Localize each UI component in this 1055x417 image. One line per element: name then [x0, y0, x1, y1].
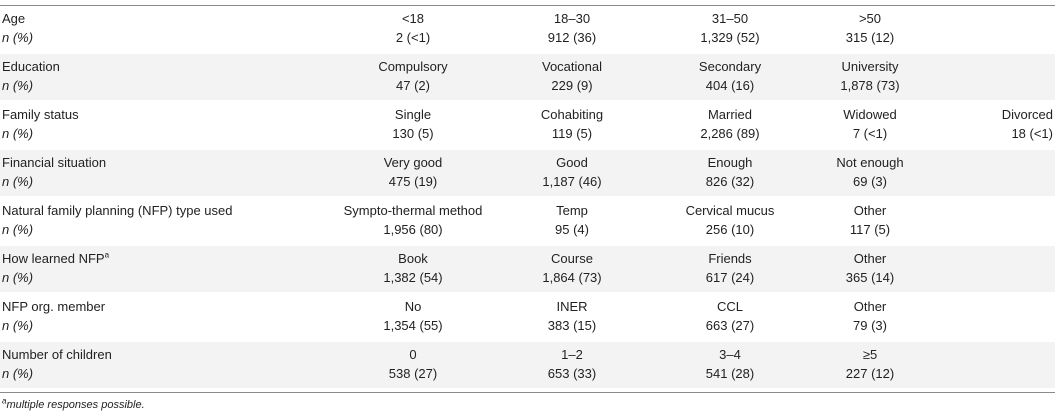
- table-bottom-rule: [0, 392, 1055, 393]
- value-cell: 617 (24): [705, 270, 755, 285]
- value-cell: 826 (32): [705, 174, 755, 189]
- category-cell: 31–50: [711, 11, 749, 26]
- value-cell: 130 (5): [392, 126, 434, 141]
- category-cell: Good: [556, 155, 588, 170]
- table-row-nfp-org-member: [0, 294, 1055, 340]
- value-cell: 1,382 (54): [383, 270, 443, 285]
- category-cell: Very good: [383, 155, 443, 170]
- value-cell: 1,956 (80): [383, 222, 443, 237]
- value-cell: 538 (27): [388, 366, 438, 381]
- category-cell: No: [404, 299, 422, 314]
- value-cell: 47 (2): [396, 78, 430, 93]
- category-cell: Divorced: [1001, 107, 1053, 122]
- value-cell: 912 (36): [547, 30, 597, 45]
- value-cell: 315 (12): [845, 30, 895, 45]
- category-cell: Single: [394, 107, 432, 122]
- footnote-marker: a: [104, 250, 110, 260]
- value-cell: 117 (5): [849, 222, 891, 237]
- row-label: Education: [2, 59, 60, 74]
- category-cell: Married: [707, 107, 753, 122]
- category-cell: Enough: [707, 155, 753, 170]
- category-cell: Temp: [556, 203, 588, 218]
- value-cell: 541 (28): [705, 366, 755, 381]
- row-label: NFP org. member: [2, 299, 106, 314]
- category-cell: 18–30: [553, 11, 591, 26]
- value-cell: 1,354 (55): [383, 318, 443, 333]
- value-cell: 653 (33): [547, 366, 597, 381]
- row-label: Age: [2, 11, 26, 26]
- table-row-how-learned: [0, 246, 1055, 292]
- value-cell: 1,878 (73): [840, 78, 900, 93]
- value-cell: 95 (4): [555, 222, 589, 237]
- category-cell: CCL: [716, 299, 743, 314]
- category-cell: Other: [853, 299, 887, 314]
- row-n-label: n (%): [2, 222, 34, 237]
- category-cell: 3–4: [719, 347, 741, 362]
- value-cell: 227 (12): [845, 366, 895, 381]
- category-cell: Secondary: [698, 59, 762, 74]
- row-n-label: n (%): [2, 366, 34, 381]
- row-n-label: n (%): [2, 78, 34, 93]
- category-cell: Book: [398, 251, 428, 266]
- row-n-label: n (%): [2, 174, 34, 189]
- value-cell: 2,286 (89): [700, 126, 760, 141]
- value-cell: 79 (3): [853, 318, 887, 333]
- row-label: Natural family planning (NFP) type used: [2, 203, 233, 218]
- row-label: Number of children: [2, 347, 112, 362]
- table-row-financial-situation: [0, 150, 1055, 196]
- category-cell: ≥5: [862, 347, 878, 362]
- row-n-label: n (%): [2, 126, 34, 141]
- table-row-family-status: [0, 102, 1055, 148]
- value-cell: 2 (<1): [395, 30, 431, 45]
- category-cell: Not enough: [836, 155, 904, 170]
- value-cell: 119 (5): [551, 126, 593, 141]
- category-cell: Cervical mucus: [685, 203, 775, 218]
- category-cell: 1–2: [561, 347, 583, 362]
- value-cell: 69 (3): [853, 174, 887, 189]
- table-row-age: [0, 6, 1055, 52]
- table-row-number-of-children: [0, 342, 1055, 388]
- value-cell: 365 (14): [845, 270, 895, 285]
- category-cell: 0: [409, 347, 417, 362]
- category-cell: INER: [556, 299, 588, 314]
- category-cell: Vocational: [542, 59, 602, 74]
- table-footnote: [2, 398, 145, 412]
- table-row-nfp-type: [0, 198, 1055, 244]
- footnote-text: multiple responses possible.: [6, 399, 145, 411]
- row-label-text: How learned NFP: [2, 251, 105, 266]
- category-cell: Widowed: [843, 107, 897, 122]
- category-cell: >50: [858, 11, 882, 26]
- category-cell: University: [841, 59, 899, 74]
- row-n-label: n (%): [2, 30, 34, 45]
- category-cell: <18: [401, 11, 425, 26]
- category-cell: Cohabiting: [540, 107, 604, 122]
- row-label: [2, 250, 109, 268]
- category-cell: Compulsory: [378, 59, 448, 74]
- row-label: Family status: [2, 107, 79, 122]
- value-cell: 256 (10): [705, 222, 755, 237]
- row-n-label: n (%): [2, 270, 34, 285]
- value-cell: 229 (9): [551, 78, 593, 93]
- category-cell: Other: [853, 203, 887, 218]
- value-cell: 663 (27): [705, 318, 755, 333]
- value-cell: 18 (<1): [1011, 126, 1053, 141]
- value-cell: 1,329 (52): [700, 30, 760, 45]
- row-n-label: n (%): [2, 318, 34, 333]
- value-cell: 404 (16): [705, 78, 755, 93]
- value-cell: 383 (15): [547, 318, 597, 333]
- footnote-marker: a: [2, 396, 7, 406]
- table-row-education: [0, 54, 1055, 100]
- category-cell: Course: [551, 251, 593, 266]
- category-cell: Sympto-thermal method: [343, 203, 483, 218]
- value-cell: 1,864 (73): [542, 270, 602, 285]
- category-cell: Other: [853, 251, 887, 266]
- value-cell: 1,187 (46): [542, 174, 602, 189]
- row-label: Financial situation: [2, 155, 107, 170]
- value-cell: 7 (<1): [852, 126, 888, 141]
- value-cell: 475 (19): [388, 174, 438, 189]
- category-cell: Friends: [708, 251, 752, 266]
